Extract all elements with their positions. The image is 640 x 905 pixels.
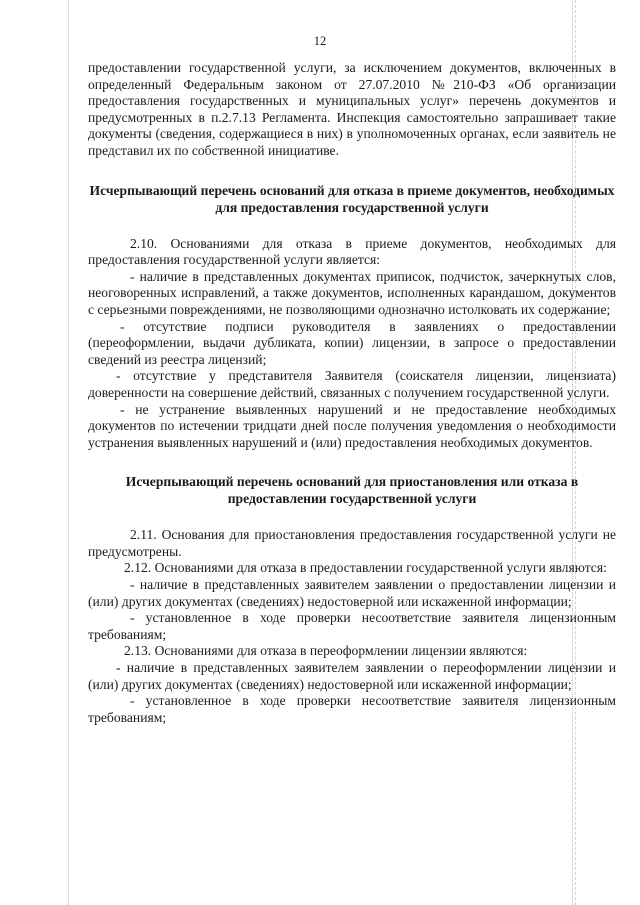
list-item-noncompliance: - установленное в ходе проверки несоответствие заявителя лицензионным требованиям; <box>88 610 616 642</box>
list-item-no-signature: - отсутствие подписи руководителя в заявлениях о предоставлении (переоформлении, выдачи дубликата, копии) лицензии, в запросе о предоставлении сведений из реестра лицензий; <box>88 318 616 367</box>
paragraph-2-12: 2.12. Основаниями для отказа в предоставлении государственной услуги являются: <box>124 560 607 576</box>
paragraph-continuation: предоставлении государственной услуги, за исключением документов, включенных в определенный Федеральным законом от 27.07.2010 №210-ФЗ «Об организации предоставления государственных и муниципальных услуг» перечень документов и предусмотренных в п.2.7.13 Регламента. Инспекция самостоятельно запрашивает такие документы (сведения, содержащиеся в них) в уполномоченных органах, если заявитель не представил их по собственной инициативе. <box>88 60 616 158</box>
paragraph-2-13: 2.13. Основаниями для отказа в переоформлении лицензии являются: <box>124 643 528 659</box>
paragraph-2-10: 2.10. Основаниями для отказа в приеме документов, необходимых для предоставления государственной услуги является: <box>88 235 616 268</box>
scan-edge-left <box>68 0 69 905</box>
list-item-false-information-reissue: - наличие в представленных заявителем заявлении о переоформлении лицензии и (или) других документах (сведениях) недостоверной или искаженной информации; <box>88 660 616 692</box>
paragraph-2-11: 2.11. Основания для приостановления предоставления государственной услуги не предусмотрены. <box>88 527 616 559</box>
list-item-corrections: - наличие в представленных документах приписок, подчисток, зачеркнутых слов, неоговоренных исправлений, а также документов, исполненных карандашом, документов с серьезными повреждениями, не позволяющими однозначно истолковать их содержание; <box>88 268 616 317</box>
document-body <box>88 60 616 726</box>
list-item-false-information: - наличие в представленных заявителем заявлении о предоставлении лицензии и (или) других документах (сведениях) недостоверной или искаженной информации; <box>88 577 616 609</box>
section-heading-suspension-refusal: Исчерпывающий перечень оснований для приостановления или отказа в предоставлении государственной услуги <box>125 474 579 507</box>
section-heading-refusal-acceptance: Исчерпывающий перечень оснований для отказа в приеме документов, необходимых для предоставления государственной услуги <box>89 182 615 215</box>
list-item-no-power-of-attorney: - отсутствие у представителя Заявителя (соискателя лицензии, лицензиата) доверенности на совершение действий, связанных с получением государственной услуги. <box>88 368 616 400</box>
list-item-noncompliance-reissue: - установленное в ходе проверки несоответствие заявителя лицензионным требованиям; <box>88 693 616 725</box>
page-number: 12 <box>313 34 327 48</box>
list-item-violations-not-fixed: - не устранение выявленных нарушений и не предоставление необходимых документов по истечении тридцати дней после получения уведомления о необходимости устранения выявленных нарушений и (или) предоставления необходимых документов. <box>88 401 616 450</box>
